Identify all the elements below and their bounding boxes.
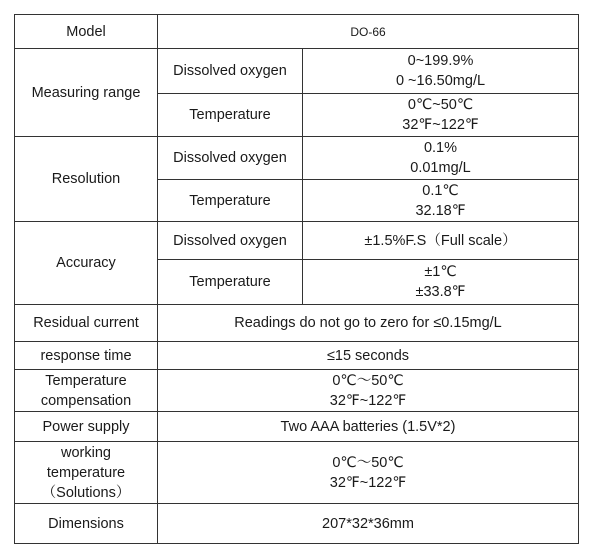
table-row-residual-current <box>15 305 579 342</box>
measuring-range-temp-value <box>303 94 579 137</box>
table-row-accuracy-do <box>15 222 579 260</box>
measuring-range-do-line2: 0 ~16.50mg/L <box>395 73 486 89</box>
temperature-compensation-label-line2: compensation <box>40 392 132 409</box>
working-temperature-label-line3: （Solutions） <box>41 484 131 501</box>
resolution-temp-line2: 32.18℉ <box>415 202 466 219</box>
temperature-compensation-label-line1: Temperature <box>45 372 127 389</box>
measuring-range-do-line1: 0~199.9% <box>407 53 474 69</box>
table-row-resolution-do <box>15 137 579 180</box>
measuring-range-label: Measuring range <box>15 49 158 137</box>
table-row-power-supply <box>15 412 579 442</box>
table-row-model <box>15 15 579 49</box>
table-row-measuring-range-do <box>15 49 579 94</box>
measuring-range-do-value <box>303 49 579 94</box>
resolution-do-line1: 0.1% <box>423 140 458 156</box>
accuracy-temp-value <box>303 260 579 305</box>
accuracy-do-value: ±1.5%F.S（Full scale） <box>303 222 579 260</box>
power-supply-value: Two AAA batteries (1.5V*2) <box>158 412 579 442</box>
response-time-label: response time <box>15 342 158 370</box>
working-temperature-label <box>15 442 158 504</box>
resolution-temp-line1: 0.1℃ <box>422 182 459 199</box>
dimensions-value: 207*32*36mm <box>158 504 579 544</box>
working-temperature-line1: 0℃～50℃ <box>332 454 404 471</box>
working-temperature-label-line1: working <box>61 444 111 461</box>
dimensions-label: Dimensions <box>15 504 158 544</box>
accuracy-temp-label: Temperature <box>158 260 303 305</box>
temperature-compensation-label <box>15 370 158 412</box>
measuring-range-temp-line1: 0℃~50℃ <box>407 97 474 113</box>
measuring-range-do-label: Dissolved oxygen <box>158 49 303 94</box>
working-temperature-line2: 32℉~122℉ <box>329 474 407 491</box>
resolution-temp-value <box>303 180 579 222</box>
temperature-compensation-line1: 0℃～50℃ <box>332 372 404 389</box>
accuracy-temp-line1: ±1℃ <box>424 264 457 280</box>
accuracy-temp-line2: ±33.8℉ <box>415 284 466 300</box>
measuring-range-temp-line2: 32℉~122℉ <box>402 117 479 133</box>
temperature-compensation-value <box>158 370 579 412</box>
table-row-working-temperature <box>15 442 579 504</box>
working-temperature-value <box>158 442 579 504</box>
power-supply-label: Power supply <box>15 412 158 442</box>
accuracy-do-label: Dissolved oxygen <box>158 222 303 260</box>
resolution-do-label: Dissolved oxygen <box>158 137 303 180</box>
response-time-value: ≤15 seconds <box>158 342 579 370</box>
resolution-label: Resolution <box>15 137 158 222</box>
resolution-temp-label: Temperature <box>158 180 303 222</box>
measuring-range-temp-label: Temperature <box>158 94 303 137</box>
resolution-do-line2: 0.01mg/L <box>410 160 471 176</box>
model-value: DO-66 <box>158 15 579 49</box>
temperature-compensation-line2: 32℉~122℉ <box>329 392 407 409</box>
table-row-temperature-compensation <box>15 370 579 412</box>
table-row-response-time <box>15 342 579 370</box>
residual-current-value: Readings do not go to zero for ≤0.15mg/L <box>158 305 579 342</box>
working-temperature-label-line2: temperature <box>46 464 126 481</box>
specifications-table <box>14 14 579 544</box>
resolution-do-value <box>303 137 579 180</box>
model-label: Model <box>15 15 158 49</box>
accuracy-label: Accuracy <box>15 222 158 305</box>
residual-current-label: Residual current <box>15 305 158 342</box>
table-row-dimensions <box>15 504 579 544</box>
